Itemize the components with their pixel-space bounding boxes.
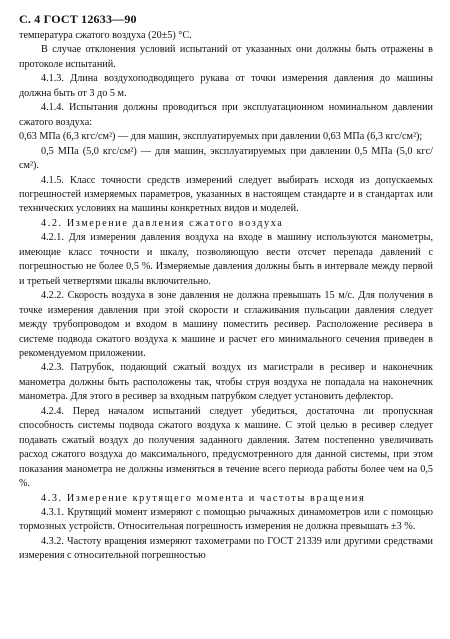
section-heading-4-2: 4.2. Измерение давления сжатого воздуха	[41, 217, 284, 229]
paragraph-pressure-05: 0,5 МПа (5,0 кгс/см²) — для машин, эксплуатируемых при давлении 0,5 МПа (5,0 кгс/см²).	[19, 145, 433, 172]
paragraph-4-1-4: 4.1.4. Испытания должны проводиться при эксплуатационном номинальном давлении сжатого воздуха:	[19, 102, 433, 128]
paragraph-4-2-3: 4.2.3. Патрубок, подающий сжатый воздух из магистрали в ресивер и наконечник манометра должны быть расположены так, чтобы струя воздуха не попадала на наконечник манометра. Для этого в ресивер за входным патрубком следует установить дефлектор.	[19, 362, 433, 403]
paragraph-4-3-2: 4.3.2. Частоту вращения измеряют тахометрами по ГОСТ 21339 или другими средствами измерения с относительной погрешностью	[19, 535, 433, 562]
paragraph-4-1-3: 4.1.3. Длина воздухоподводящего рукава от точки измерения давления до машины должна быть от 3 до 5 м.	[19, 73, 433, 99]
page-header: С. 4 ГОСТ 12633—90	[19, 12, 137, 26]
paragraph-4-1-5: 4.1.5. Класс точности средств измерений следует выбирать исходя из допускаемых погрешностей измеряемых параметров, указанных в настоящем стандарте и в стандартах или технических условиях на машины конкретных видов и моделей.	[19, 174, 433, 215]
paragraph-4-3-1: 4.3.1. Крутящий момент измеряют с помощью рычажных динамометров или с помощью тормозных устройств. Относительная погрешность измерения не должна превышать ±3 %.	[19, 506, 433, 533]
paragraph-4-2-1: 4.2.1. Для измерения давления воздуха на входе в машину используются манометры, имеющие класс точности и шкалу, позволяющую вести отсчет перепада давлений с погрешностью не более 0,5 %. Измеряемые давления должны быть в интервале между первой и третьей четвертями шкалы включительно.	[19, 232, 433, 287]
paragraph-4-2-4: 4.2.4. Перед началом испытаний следует убедиться, достаточна ли пропускная способность системы подвода сжатого воздуха к машине. С этой целью в ресивер следует подавать сжатый воздух до получения заданного давления. Затем постепенно увеличивать расход сжатого воздуха до максимального, предусмотренного для данной системы, при этом показания манометра не должны изменяться в течение всего периода работы более чем на 0,5 %.	[19, 405, 433, 490]
paragraph-deviation-note: В случае отклонения условий испытаний от указанных они должны быть отражены в протоколе испытаний.	[19, 44, 433, 70]
paragraph-4-2-2: 4.2.2. Скорость воздуха в зоне давления не должна превышать 15 м/с. Для получения в точке измерения давления при этой скорости и сглаживания пульсации давления следует между трубопроводом и входом в машину поместить ресивер. Расположение ресивера в системе подвода сжатого воздуха к машине и расчет его минимального сечения приведен в рекомендуемом приложении.	[19, 290, 433, 359]
document-body	[19, 29, 433, 564]
section-heading-4-3: 4.3. Измерение крутящего момента и частоты вращения	[41, 492, 366, 504]
paragraph-pressure-063: 0,63 МПа (6,3 кгс/см²) — для машин, эксплуатируемых при давлении 0,63 МПа (6,3 кгс/см²);	[19, 131, 423, 143]
paragraph-temperature: температура сжатого воздуха (20±5) °С.	[19, 30, 192, 41]
